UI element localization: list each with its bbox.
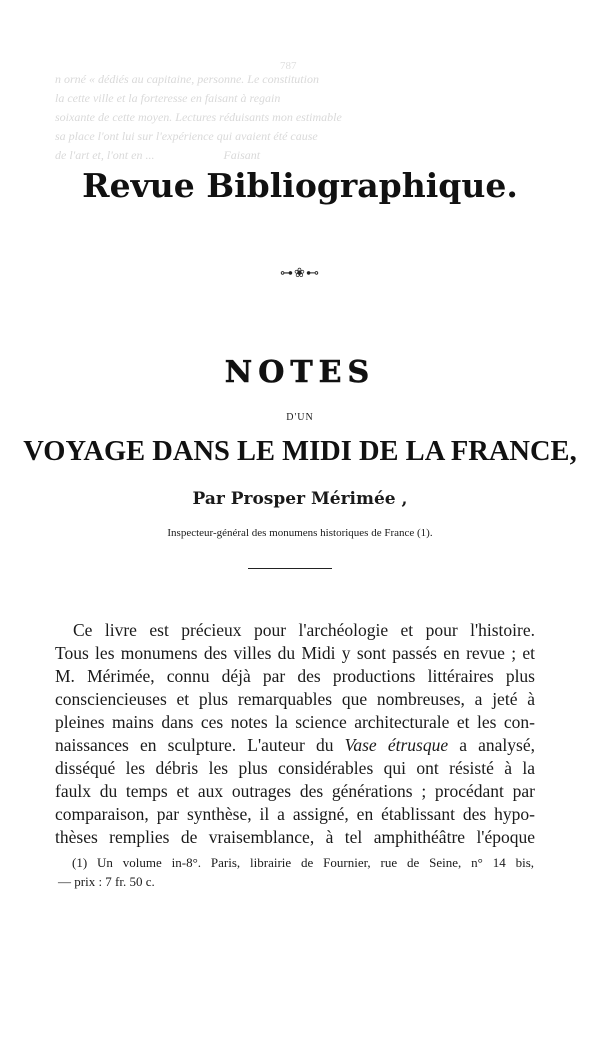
article-byline: Par Prosper Mérimée , [192, 489, 408, 509]
body-paragraph [55, 619, 535, 849]
body-line: disséqué les débris les plus considérables qui ont résisté à la [55, 758, 535, 778]
body-line: naissances en sculpture. L'auteur du Vase étrusque a analysé, [55, 735, 535, 755]
ornament-divider: ⊶❀⊷ [280, 266, 320, 281]
show-through-line: de l'art et, l'ont en ... Faisant [55, 148, 261, 162]
show-through-line: soixante de cette moyen. Lectures réduisants mon estimable [55, 110, 342, 124]
body-line: comparaison, par synthèse, il a assigné, en établissant des hypo- [55, 804, 535, 824]
article-subtitle: Inspecteur-général des monumens historiques de France (1). [167, 527, 433, 539]
article-title-main: VOYAGE DANS LE MIDI DE LA FRANCE, [23, 436, 577, 467]
show-through-lines [55, 70, 535, 165]
show-through-line: sa place l'ont lui sur l'expérience qui avaient été cause [55, 129, 318, 143]
footnote [58, 853, 534, 891]
work-title: Vase étrusque [344, 735, 449, 755]
title-rule [248, 568, 332, 569]
body-line: Tous les monumens des villes du Midi y sont passés en revue ; et [55, 643, 535, 663]
body-line: consciencieuses et plus remarquables que nombreuses, a jeté à [55, 689, 535, 709]
body-line: pleines mains dans ces notes la science architecturale et les con- [55, 712, 535, 732]
body-line: thèses remplies de vraisemblance, à tel amphithéâtre l'époque [55, 827, 535, 847]
show-through-line: n orné « dédiés au capitaine, personne. Le constitution [55, 72, 319, 86]
section-rubric: Revue Bibliographique. [82, 166, 518, 205]
article-title-dun: D'UN [286, 412, 314, 423]
body-line: faulx du temps et aux outrages des générations ; procédant par [55, 781, 535, 801]
body-line: M. Mérimée, connu déjà par des productions littéraires plus [55, 666, 535, 686]
show-through-page-number: 787 [280, 60, 297, 72]
show-through-line: la cette ville et la forteresse en faisant à regain [55, 91, 281, 105]
footnote-line: — prix : 7 fr. 50 c. [58, 874, 155, 889]
article-title-notes: NOTES [224, 355, 376, 390]
body-line: Ce livre est précieux pour l'archéologie et pour l'histoire. [73, 620, 535, 640]
footnote-line: (1) Un volume in-8°. Paris, librairie de Fournier, rue de Seine, n° 14 bis, [72, 855, 534, 870]
